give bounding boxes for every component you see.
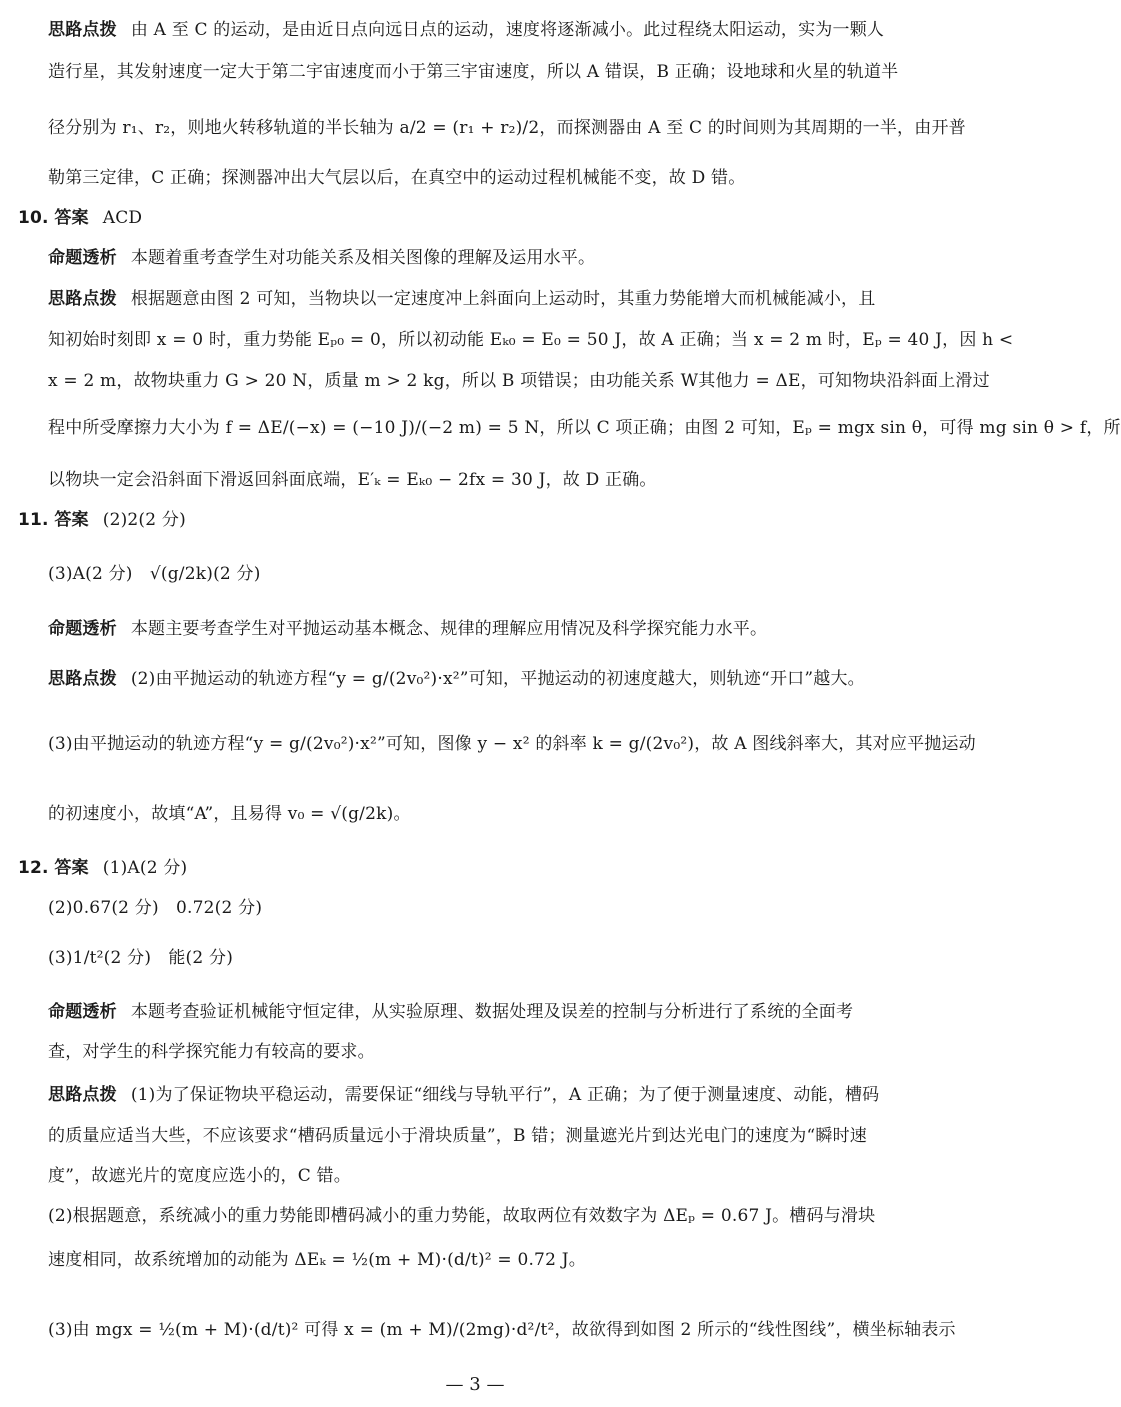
section-label: 命题透析 <box>48 619 117 639</box>
text-line <box>48 732 976 756</box>
line-text: 度”，故遮光片的宽度应选小的，C 错。 <box>48 1166 351 1186</box>
line-text: (2)根据题意，系统减小的重力势能即槽码减小的重力势能，故取两位有效数字为 ΔEₚ = 0.67 J。槽码与滑块 <box>48 1206 876 1226</box>
section-label: 思路点拨 <box>48 289 117 309</box>
line-text: 以物块一定会沿斜面下滑返回斜面底端，E′ₖ = Eₖ₀ − 2fx = 30 J，故 D 正确。 <box>48 470 657 490</box>
text-line <box>48 166 932 190</box>
text-line <box>18 206 932 230</box>
text-line <box>48 1204 932 1228</box>
section-label: 命题透析 <box>48 248 117 268</box>
line-text: 程中所受摩擦力大小为 f = ΔE/(−x) = (−10 J)/(−2 m) = 5 N，所以 C 项正确；由图 2 可知，Eₚ = mgx sin θ，可得 mg sin θ > f，所 <box>48 418 1121 438</box>
text-line <box>48 1040 932 1064</box>
section-label: 思路点拨 <box>48 669 117 689</box>
text-line <box>18 508 932 532</box>
section-label: 答案 <box>54 510 89 530</box>
text-line <box>48 617 932 641</box>
text-line <box>48 1318 956 1342</box>
text-line <box>48 416 1121 440</box>
line-text: 速度相同，故系统增加的动能为 ΔEₖ = ½(m + M)·(d/t)² = 0.72 J。 <box>48 1250 586 1270</box>
line-text: 查，对学生的科学探究能力有较高的要求。 <box>48 1042 375 1062</box>
text-line <box>48 116 966 140</box>
question-number: 10. <box>18 208 49 228</box>
text-line <box>48 802 932 826</box>
text-line <box>48 946 932 970</box>
line-text: (2)0.67(2 分) 0.72(2 分) <box>48 898 263 918</box>
section-label: 思路点拨 <box>48 1085 117 1105</box>
text-line <box>48 287 932 311</box>
line-text: (2)由平抛运动的轨迹方程“y = g/(2v₀²)·x²”可知，平抛运动的初速度越大，则轨迹“开口”越大。 <box>130 669 865 689</box>
line-text: x = 2 m，故物块重力 G > 20 N，质量 m > 2 kg，所以 B 项错误；由功能关系 W其他力 = ΔE，可知物块沿斜面上滑过 <box>48 371 990 391</box>
text-line <box>48 1000 932 1024</box>
line-text: 勒第三定律，C 正确；探测器冲出大气层以后，在真空中的运动过程机械能不变，故 D 错。 <box>48 168 746 188</box>
text-line <box>48 328 1014 352</box>
section-label: 思路点拨 <box>48 20 117 40</box>
line-text: 造行星，其发射速度一定大于第二宇宙速度而小于第三宇宙速度，所以 A 错误，B 正确；设地球和火星的轨道半 <box>48 62 899 82</box>
question-number: 11. <box>18 510 49 530</box>
text-line <box>48 369 990 393</box>
line-text: (2)2(2 分) <box>102 510 186 530</box>
line-text: 的质量应适当大些，不应该要求“槽码质量远小于滑块质量”，B 错；测量遮光片到达光电门的速度为“瞬时速 <box>48 1126 867 1146</box>
section-label: 答案 <box>54 208 89 228</box>
line-text: (1)为了保证物块平稳运动，需要保证“细线与导轨平行”，A 正确；为了便于测量速度、动能，槽码 <box>130 1085 880 1105</box>
line-text: (3)1/t²(2 分) 能(2 分) <box>48 948 234 968</box>
line-text: (1)A(2 分) <box>102 858 188 878</box>
line-text: 根据题意由图 2 可知，当物块以一定速度冲上斜面向上运动时，其重力势能增大而机械能减小，且 <box>130 289 876 309</box>
line-text: 的初速度小，故填“A”，且易得 v₀ = √(g/2k)。 <box>48 804 411 824</box>
line-text: (3)由 mgx = ½(m + M)·(d/t)² 可得 x = (m + M)/(2mg)·d²/t²，故欲得到如图 2 所示的“线性图线”，横坐标轴表示 <box>48 1320 956 1340</box>
text-line <box>48 468 932 492</box>
line-text: (3)A(2 分) √(g/2k)(2 分) <box>48 564 261 584</box>
line-text: 本题主要考查学生对平抛运动基本概念、规律的理解应用情况及科学探究能力水平。 <box>130 619 768 639</box>
line-text: ACD <box>102 208 143 228</box>
page-number: — 3 — <box>445 1374 505 1395</box>
text-line <box>48 60 932 84</box>
line-text: 本题考查验证机械能守恒定律，从实验原理、数据处理及误差的控制与分析进行了系统的全面考 <box>130 1002 854 1022</box>
text-line <box>48 667 932 691</box>
line-text: 径分别为 r₁、r₂，则地火转移轨道的半长轴为 a/2 = (r₁ + r₂)/2，而探测器由 A 至 C 的时间则为其周期的一半，由开普 <box>48 118 966 138</box>
section-label: 命题透析 <box>48 1002 117 1022</box>
text-line <box>48 246 932 270</box>
text-line <box>48 1124 932 1148</box>
text-line <box>48 562 932 586</box>
text-line <box>48 896 932 920</box>
text-line <box>48 1164 932 1188</box>
question-number: 12. <box>18 858 49 878</box>
text-line <box>48 18 932 42</box>
line-text: 知初始时刻即 x = 0 时，重力势能 Eₚ₀ = 0，所以初动能 Eₖ₀ = E₀ = 50 J，故 A 正确；当 x = 2 m 时，Eₚ = 40 J，因 h < <box>48 330 1014 350</box>
text-line <box>18 856 932 880</box>
line-text: 由 A 至 C 的运动，是由近日点向远日点的运动，速度将逐渐减小。此过程绕太阳运动，实为一颗人 <box>130 20 885 40</box>
line-text: (3)由平抛运动的轨迹方程“y = g/(2v₀²)·x²”可知，图像 y − x² 的斜率 k = g/(2v₀²)，故 A 图线斜率大，其对应平抛运动 <box>48 734 976 754</box>
text-line <box>48 1083 932 1107</box>
text-line <box>48 1248 932 1272</box>
section-label: 答案 <box>54 858 89 878</box>
line-text: 本题着重考查学生对功能关系及相关图像的理解及运用水平。 <box>130 248 596 268</box>
